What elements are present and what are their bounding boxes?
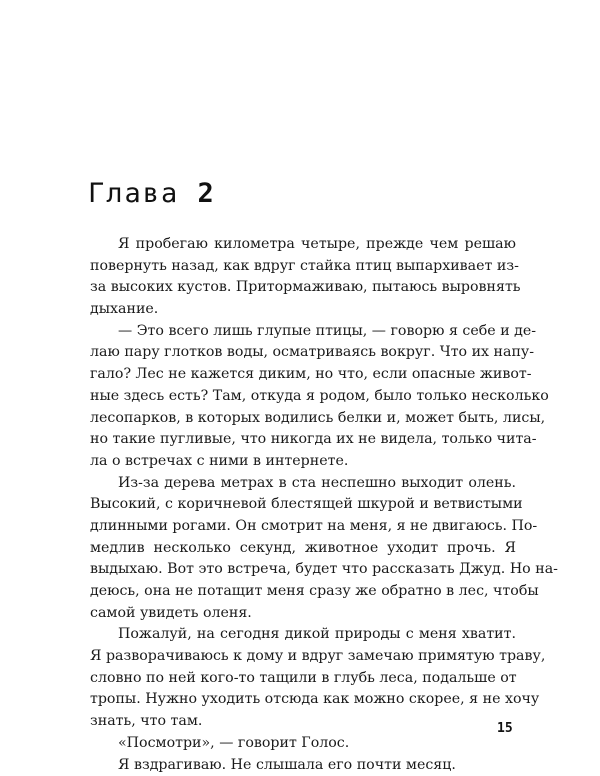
text-line: знать, что там. <box>90 711 516 733</box>
text-line: «Посмотри», — говорит Голос. <box>90 733 516 755</box>
text-line: за высоких кустов. Притормаживаю, пытаюсь выровнять <box>90 277 516 299</box>
text-line: ла о встречах с ними в интернете. <box>90 451 516 473</box>
text-line: Пожалуй, на сегодня дикой природы с меня хватит. <box>90 624 516 646</box>
chapter-title <box>88 178 216 209</box>
text-line: словно по ней кого-то тащили в глубь леса, подальше от <box>90 668 516 690</box>
text-line: гало? Лес не кажется диким, но что, если опасные живот- <box>90 364 516 386</box>
text-line: Высокий, с коричневой блестящей шкурой и ветвистыми <box>90 494 516 516</box>
text-line: повернуть назад, как вдруг стайка птиц выпархивает из- <box>90 256 516 278</box>
page-number: 15 <box>497 721 513 736</box>
text-line: — Это всего лишь глупые птицы, — говорю я себе и де- <box>90 321 516 343</box>
text-line: выдыхаю. Вот это встреча, будет что рассказать Джуд. Но на- <box>90 559 516 581</box>
text-line: тропы. Нужно уходить отсюда как можно скорее, я не хочу <box>90 689 516 711</box>
text-line: дыхание. <box>90 299 516 321</box>
text-line: Из-за дерева метрах в ста неспешно выходит олень. <box>90 473 516 495</box>
text-line: самой увидеть оленя. <box>90 603 516 625</box>
text-line: лесопарков, в которых водились белки и, может быть, лисы, <box>90 408 516 430</box>
text-line: медлив несколько секунд, животное уходит прочь. Я <box>90 538 516 560</box>
text-line: но такие пугливые, что никогда их не видела, только чита- <box>90 429 516 451</box>
text-line: Я вздрагиваю. Не слышала его почти месяц. <box>90 755 516 776</box>
chapter-label: Глава <box>88 178 179 209</box>
text-line: длинными рогами. Он смотрит на меня, я не двигаюсь. По- <box>90 516 516 538</box>
text-line: Я пробегаю километра четыре, прежде чем решаю <box>90 234 516 256</box>
text-line: лаю пару глотков воды, осматриваясь вокруг. Что их напу- <box>90 342 516 364</box>
text-line: Я разворачиваюсь к дому и вдруг замечаю примятую траву, <box>90 646 516 668</box>
text-line: ные здесь есть? Там, откуда я родом, было только несколько <box>90 386 516 408</box>
chapter-number: 2 <box>198 178 216 209</box>
text-line: деюсь, она не потащит меня сразу же обратно в лес, чтобы <box>90 581 516 603</box>
chapter-text <box>90 234 516 776</box>
